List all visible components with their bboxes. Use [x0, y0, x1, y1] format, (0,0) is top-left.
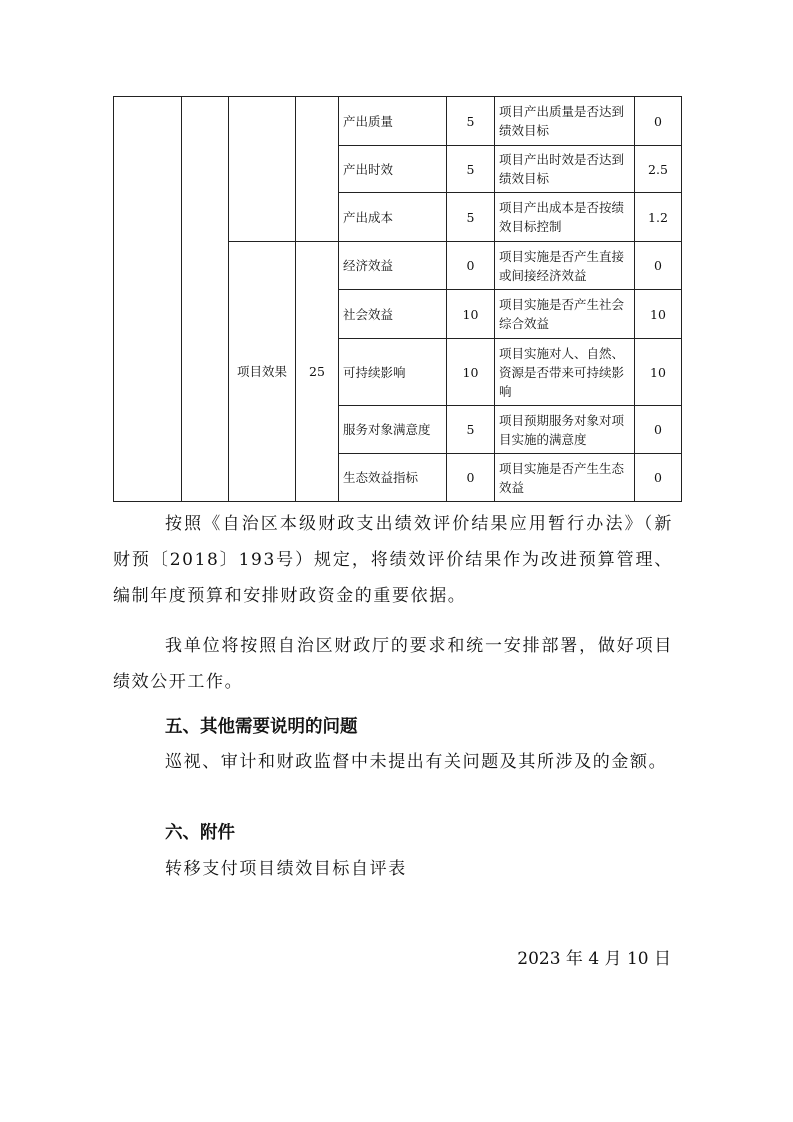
indicator-desc: 项目实施对人、自然、资源是否带来可持续影响 — [495, 339, 635, 406]
paragraph-other-issues: 巡视、审计和财政监督中未提出有关问题及其所涉及的金额。 — [165, 752, 668, 772]
indicator-desc: 项目实施是否产生生态效益 — [495, 454, 635, 502]
document-date: 2023 年 4 月 10 日 — [517, 949, 671, 969]
indicator-weight: 5 — [447, 97, 495, 146]
blank-cell — [296, 97, 339, 242]
indicator-score: 0 — [635, 454, 682, 502]
section-heading-attachment: 六、附件 — [165, 823, 235, 843]
indicator-name: 产出时效 — [339, 146, 447, 193]
indicator-name: 社会效益 — [339, 290, 447, 339]
group-score: 25 — [296, 242, 339, 502]
indicator-weight: 0 — [447, 454, 495, 502]
indicator-score: 0 — [635, 242, 682, 290]
attachment-item: 转移支付项目绩效目标自评表 — [165, 859, 407, 879]
indicator-desc: 项目实施是否产生社会综合效益 — [495, 290, 635, 339]
indicator-name: 服务对象满意度 — [339, 406, 447, 454]
indicator-score: 0 — [635, 406, 682, 454]
blank-cell — [114, 97, 182, 502]
indicator-name: 生态效益指标 — [339, 454, 447, 502]
indicator-score: 10 — [635, 339, 682, 406]
indicator-weight: 5 — [447, 406, 495, 454]
section-heading-other-issues: 五、其他需要说明的问题 — [165, 717, 358, 737]
indicator-score: 10 — [635, 290, 682, 339]
indicator-weight: 10 — [447, 339, 495, 406]
indicator-weight: 5 — [447, 193, 495, 242]
indicator-score: 2.5 — [635, 146, 682, 193]
indicator-name: 可持续影响 — [339, 339, 447, 406]
blank-cell — [229, 97, 296, 242]
indicator-name: 产出成本 — [339, 193, 447, 242]
indicator-desc: 项目实施是否产生直接或间接经济效益 — [495, 242, 635, 290]
indicator-weight: 5 — [447, 146, 495, 193]
blank-cell — [182, 97, 229, 502]
indicator-score: 0 — [635, 97, 682, 146]
performance-table — [113, 96, 682, 502]
indicator-weight: 10 — [447, 290, 495, 339]
table-row — [114, 97, 682, 146]
indicator-desc: 项目产出时效是否达到绩效目标 — [495, 146, 635, 193]
indicator-desc: 项目产出成本是否按绩效目标控制 — [495, 193, 635, 242]
indicator-name: 经济效益 — [339, 242, 447, 290]
indicator-desc: 项目产出质量是否达到绩效目标 — [495, 97, 635, 146]
indicator-desc: 项目预期服务对象对项目实施的满意度 — [495, 406, 635, 454]
paragraph-evaluation-application: 按照《自治区本级财政支出绩效评价结果应用暂行办法》（新财预〔2018〕193号）规定，将绩效评价结果作为改进预算管理、编制年度预算和安排财政资金的重要依据。 — [113, 514, 673, 606]
indicator-score: 1.2 — [635, 193, 682, 242]
indicator-name: 产出质量 — [339, 97, 447, 146]
indicator-weight: 0 — [447, 242, 495, 290]
group-label: 项目效果 — [229, 242, 296, 502]
paragraph-disclosure: 我单位将按照自治区财政厅的要求和统一安排部署，做好项目绩效公开工作。 — [113, 636, 673, 692]
